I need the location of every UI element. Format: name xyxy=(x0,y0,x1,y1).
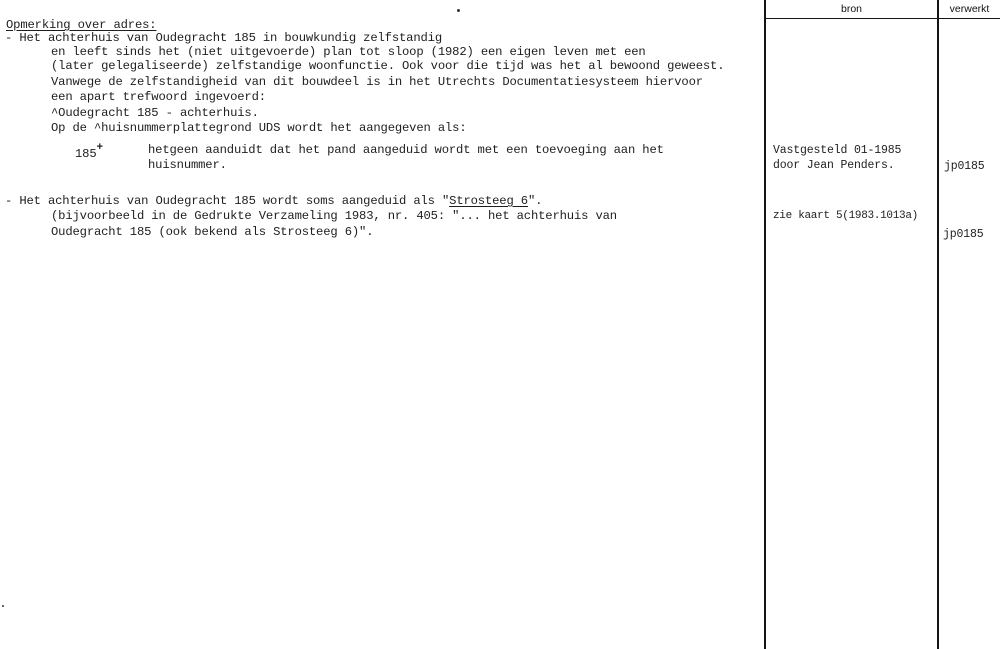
verwerkt-entry: jp0185 xyxy=(944,160,985,173)
remark-line: Op de ^huisnummerplattegrond UDS wordt het aangegeven als: xyxy=(51,121,467,135)
remark-line: ^Oudegracht 185 - achterhuis. xyxy=(51,106,259,120)
bron-column-rule xyxy=(764,0,766,649)
house-number-suffix-mark: + xyxy=(96,142,103,154)
house-number: 185 xyxy=(75,147,97,162)
remark-line: (later gelegaliseerde) zelfstandige woonfunctie. Ook voor die tijd was het al bewoond geweest. xyxy=(51,59,725,73)
remark-line: en leeft sinds het (niet uitgevoerde) plan tot sloop (1982) een eigen leven met een xyxy=(51,45,646,59)
strosteeg-name: Strosteeg 6 xyxy=(449,194,528,208)
bron-entry: Vastgesteld 01-1985 xyxy=(773,144,902,157)
bron-column-header: bron xyxy=(840,3,862,15)
verwerkt-column-rule xyxy=(937,0,939,649)
bron-entry: zie kaart 5(1983.1013a) xyxy=(773,210,918,222)
example-explanation: hetgeen aanduidt dat het pand aangeduid wordt met een toevoeging aan het xyxy=(148,143,664,157)
remark-line: - Het achterhuis van Oudegracht 185 in bouwkundig zelfstandig xyxy=(5,31,442,45)
scan-speck xyxy=(457,9,460,12)
house-number-example xyxy=(75,144,103,161)
bron-entry: door Jean Penders. xyxy=(773,159,895,172)
scan-speck xyxy=(2,605,4,607)
remark-heading: Opmerking over adres: xyxy=(6,18,157,32)
quote-line: (bijvoorbeeld in de Gedrukte Verzameling 1983, nr. 405: "... het achterhuis van xyxy=(51,209,617,223)
quote-line: Oudegracht 185 (ook bekend als Strosteeg 6)". xyxy=(51,225,374,239)
verwerkt-entry: jp0185 xyxy=(943,228,984,241)
header-divider xyxy=(765,18,1000,19)
strosteeg-line: - Het achterhuis van Oudegracht 185 wordt soms aangeduid als "Strosteeg 6". xyxy=(5,194,543,208)
example-explanation: huisnummer. xyxy=(148,158,227,172)
remark-line: een apart trefwoord ingevoerd: xyxy=(51,90,266,104)
remark-line: Vanwege de zelfstandigheid van dit bouwdeel is in het Utrechts Documentatiesysteem hiervoor xyxy=(51,75,703,89)
verwerkt-column-header: verwerkt xyxy=(949,3,990,15)
